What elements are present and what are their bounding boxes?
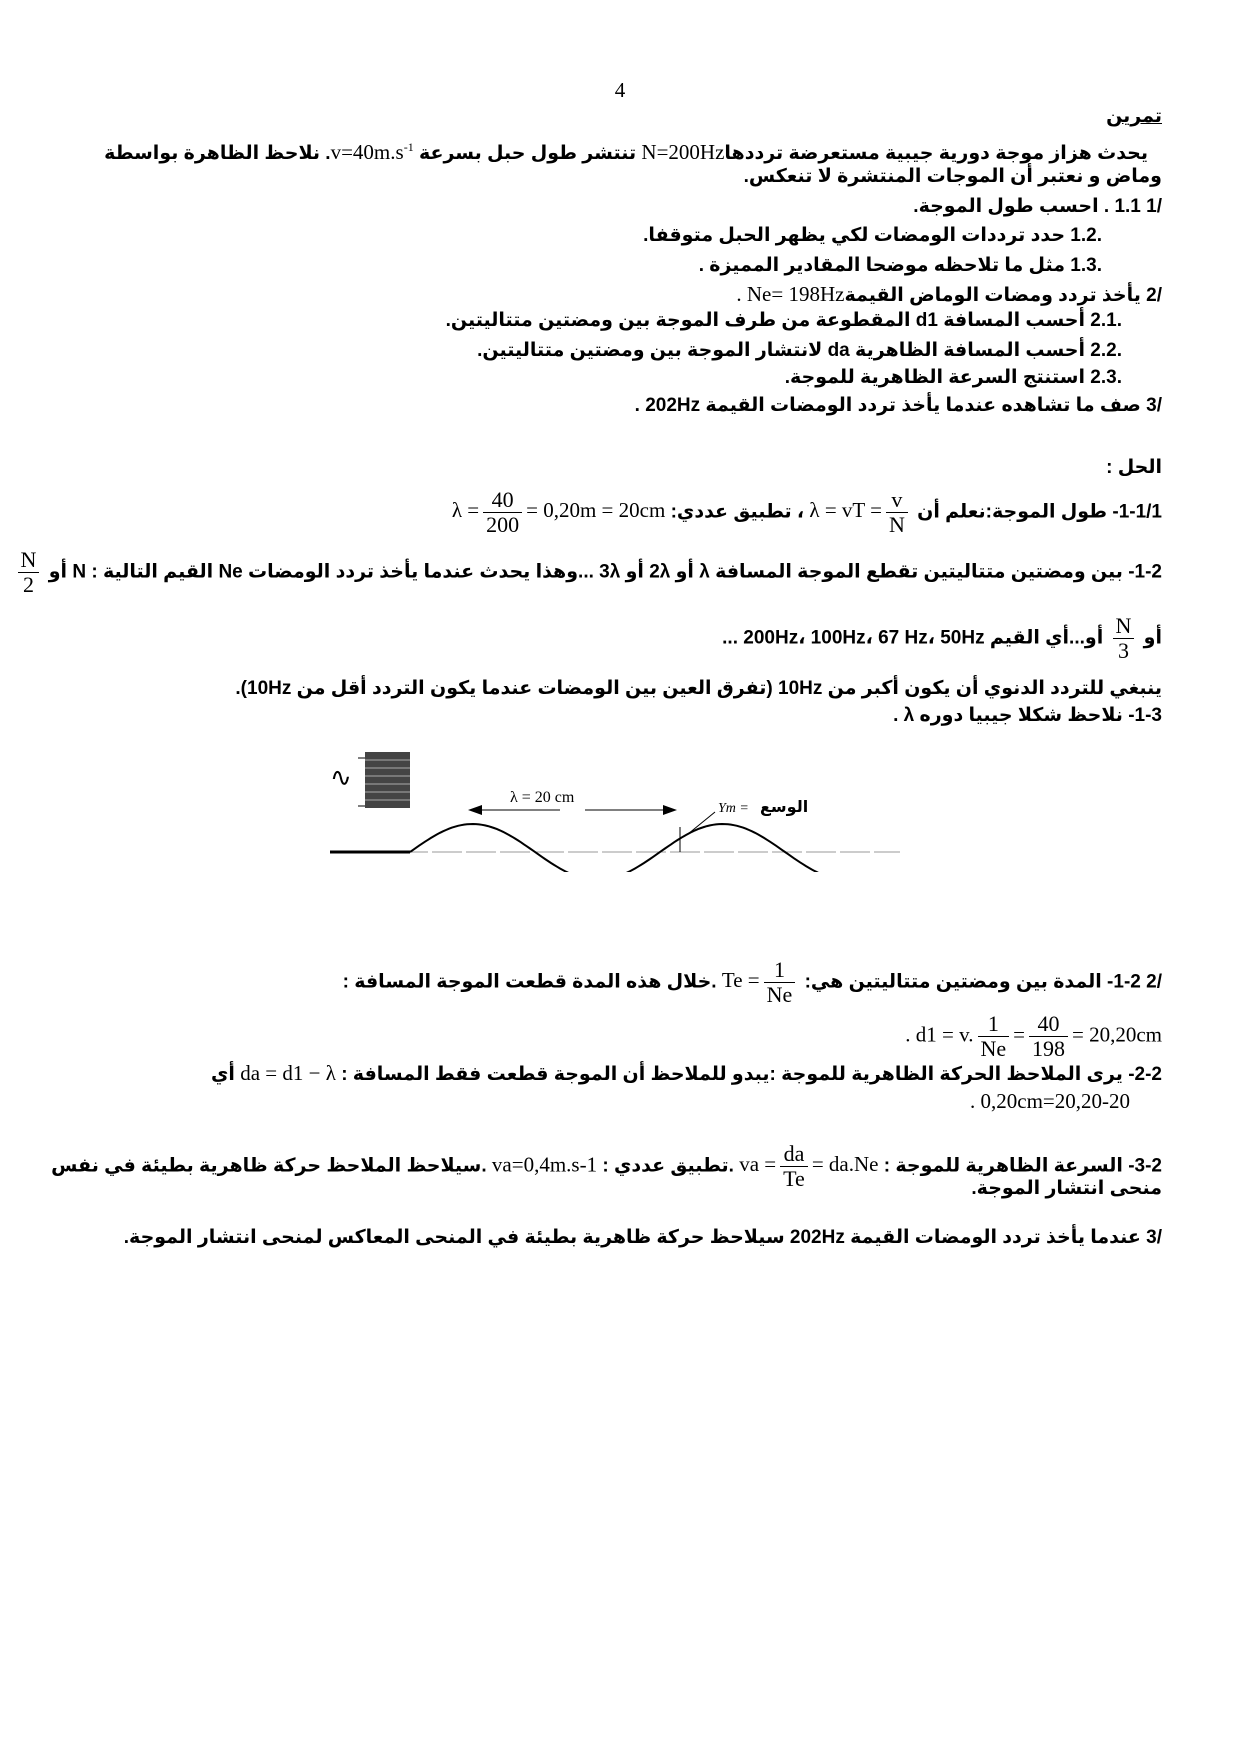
numerator: 40 [483,488,522,513]
fraction-da-over-Te [780,1142,808,1191]
intro-text: يحدث هزاز موجة دورية جيبية مستعرضة ترددها [724,143,1148,164]
amplitude-pointer [688,812,715,834]
s23-va: va = [739,1152,777,1177]
solution-2-1 [343,958,1162,1007]
solution-3: /3 عندما يأخذ تردد الومضات القيمة 202Hz سيلاحظ حركة ظاهرية بطيئة في المنحى المعاكس لمنحى انتشار الموجة. [123,1227,1162,1248]
coil-wires [358,758,365,806]
solution-title: الحل : [1106,457,1162,478]
question-1-2: .1.2 حدد ترددات الومضات لكي يظهر الحبل متوقفا. [643,225,1102,246]
fraction-v-over-N [886,488,908,537]
numerator: N [18,548,40,573]
wave-diagram [320,742,900,872]
denominator: Te [783,1166,805,1191]
exercise-title: تمرين [1106,106,1162,127]
s12-text: 1-2- بين ومضتين متتاليتين تقطع الموجة المسافة λ أو 2λ أو 3λ ...وهذا يحدث عندما يأخذ تردد الومضات Ne القيم التالية : N أو [48,561,1162,583]
d1-result: = 20,20cm . [905,1022,1162,1047]
s22-eq: da = d1 − λ [240,1061,336,1085]
denominator: N [888,512,905,537]
numerator: N [1113,614,1135,639]
s12b-text: أو [1143,627,1162,649]
denominator: 2 [22,572,34,597]
s23-app: .تطبيق عددي : [602,1155,734,1177]
solution-1-2 [14,548,1162,597]
q2-text: /2 يأخذ تردد ومضات الوماض القيمة [844,285,1162,306]
d1-eq: d1 = v. [915,1022,974,1047]
page-number: 4 [614,78,626,102]
solution-1-2-values [722,614,1162,663]
wave-svg [320,742,900,872]
numerator: 1 [764,958,796,983]
solution-1-3: 1-3- نلاحظ شكلا جيبيا دوره λ . [893,705,1162,726]
s11-eq1: λ = vT = [809,498,882,523]
q2-value: Ne= 198Hz . [736,282,845,306]
intro-speed: v=40m.s [330,140,404,164]
s21-text: /2 1-2- المدة بين ومضتين متتاليتين هي: [804,971,1162,993]
question-2-3: .2.3 استنتج السرعة الظاهرية للموجة. [784,367,1122,388]
denominator: Ne [766,982,793,1007]
solution-2-3-cont: منحى انتشار الموجة. [971,1178,1162,1199]
solution-1-1 [452,488,1162,537]
s23-text2: .سيلاحظ الملاحظ حركة ظاهرية بطيئة في نفس [51,1155,487,1177]
s11-eq2-result: = 0,20m = 20cm [526,498,666,523]
intro-speed-exp: -1 [403,140,414,154]
numerator: 40 [1029,1012,1068,1037]
intro-text: تنتشر طول حبل بسرعة [418,143,637,164]
s23-text: 3-2- السرعة الظاهرية للموجة : [883,1155,1162,1177]
question-2-1: .2.1 أحسب المسافة d1 المقطوعة من طرف الموجة بين ومضتين متتاليتين. [445,310,1122,331]
intro-frequency: N=200Hz [641,140,725,164]
s11-eq2: λ = [451,498,480,523]
d1-eq-sign: = [1013,1022,1025,1047]
s21-te: Te = [721,968,760,993]
s11-text: 1-1/1- طول الموجة:نعلم أن [917,501,1162,523]
ym-label: Ym = [718,801,749,816]
fraction-1-over-Ne [978,1012,1010,1061]
amplitude-label: الوسع [760,797,809,816]
fraction-N-over-3 [1113,614,1135,663]
denominator: 200 [486,512,520,537]
arrowhead-right [663,805,677,815]
ac-source-icon: ∿ [330,763,352,793]
solution-2-2 [211,1060,1162,1088]
fraction-1-over-Ne [764,958,796,1007]
exercise-intro-line2: وماض و نعتبر أن الموجات المنتشرة لا تنعكس. [743,166,1162,187]
s22-text: 2-2- يرى الملاحظ الحركة الظاهرية للموجة :يبدو للملاحظ أن الموجة قطعت فقط المسافة : [341,1064,1162,1085]
denominator: 3 [1117,638,1129,663]
s11-app: ، تطبيق عددي: [670,501,805,523]
solution-2-2-result: 20,20-20=0,20cm . [970,1089,1130,1113]
arrowhead-left [468,805,482,815]
fraction-N-over-2 [18,548,40,597]
question-1-1: /1 1.1 . احسب طول الموجة. [913,196,1162,217]
intro-text: . نلاحظ الظاهرة بواسطة [104,143,331,164]
s22-or: أي [211,1064,235,1085]
question-3: /3 صف ما تشاهده عندما يأخذ تردد الومضات القيمة 202Hz . [634,395,1162,416]
s12b-values: أو...أي القيم 200Hz، 100Hz، 67 Hz، 50Hz ... [722,627,1104,649]
s23-value: va=0,4m.s-1 [491,1152,598,1177]
question-1-3: .1.3 مثل ما تلاحظه موضحا المقادير المميزة . [698,255,1102,276]
denominator: Ne [980,1036,1007,1061]
question-2-2: .2.2 أحسب المسافة الظاهرية da لانتشار الموجة بين ومضتين متتاليتين. [477,340,1122,361]
numerator: da [780,1142,808,1167]
fraction-40-over-200 [483,488,522,537]
denominator: 198 [1032,1036,1065,1061]
exercise-intro-line1 [92,134,1162,167]
s21-text2: .خلال هذه المدة قطعت الموجة المسافة : [342,971,717,993]
sine-wave [410,824,875,872]
s23-eq: = da.Ne [811,1152,879,1177]
lambda-label: λ = 20 cm [510,789,575,806]
fraction-40-over-198 [1029,1012,1068,1061]
numerator: 1 [978,1012,1010,1037]
numerator: v [886,488,908,513]
question-2 [736,281,1162,309]
solution-2-1-d1 [905,1012,1162,1061]
solution-1-2-note: ينبغي للتردد الدنوي أن يكون أكبر من 10Hz (تفرق العين بين الومضات عندما يكون التردد أقل من 10Hz). [235,678,1162,699]
